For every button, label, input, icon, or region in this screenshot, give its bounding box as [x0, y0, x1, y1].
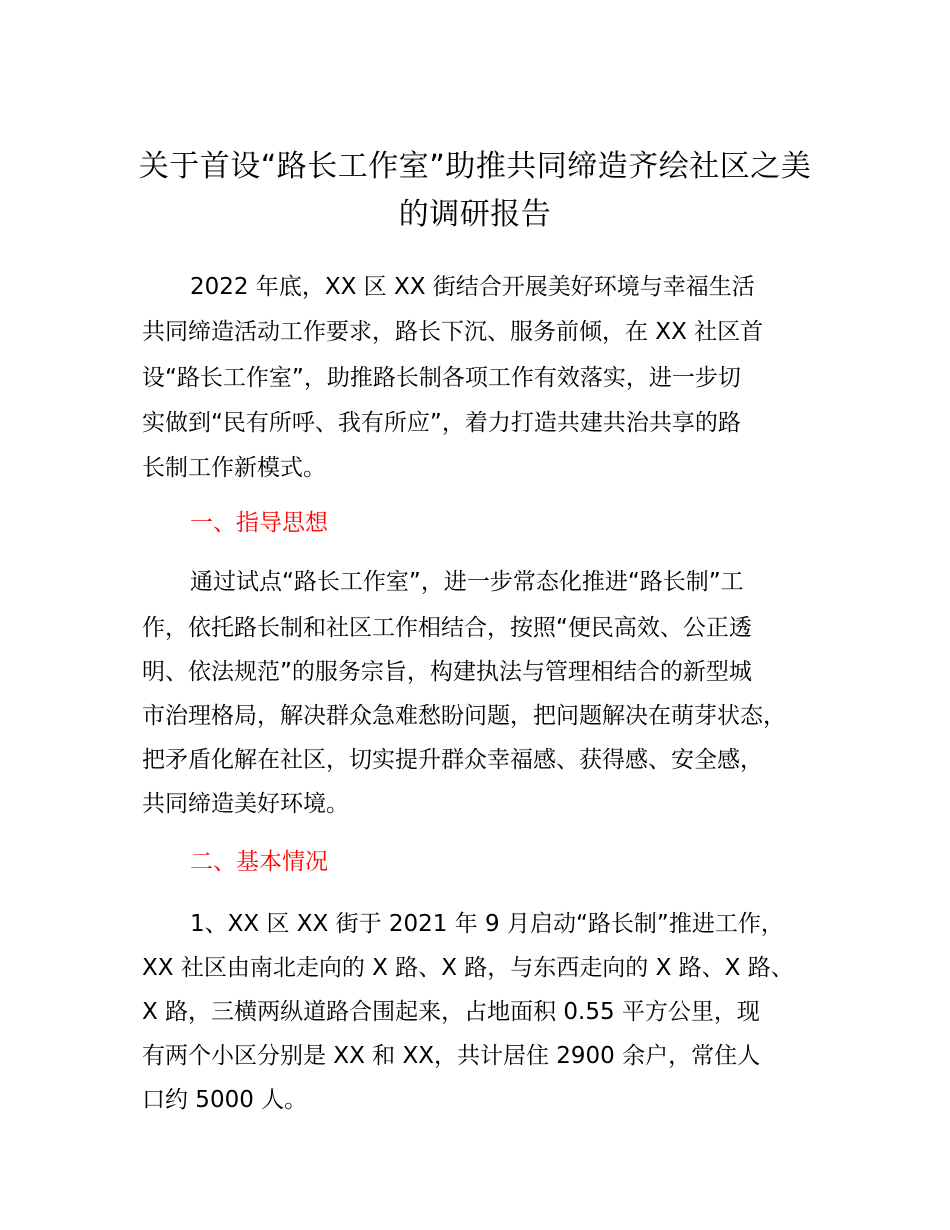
paragraph-line: XX 社区由南北走向的 X 路、X 路，与东西走向的 X 路、X 路、	[142, 955, 794, 981]
paragraph-line: 共同缔造活动工作要求，路长下沉、服务前倾，在 XX 社区首	[142, 319, 764, 345]
paragraph-line: 明、依法规范”的服务宗旨，构建执法与管理相结合的新型城	[142, 659, 752, 685]
paragraph-line: 通过试点“路长工作室”，进一步常态化推进“路长制”工	[190, 569, 744, 595]
paragraph-line: 2022 年底，XX 区 XX 街结合开展美好环境与幸福生活	[190, 274, 755, 300]
document-title: 关于首设“路长工作室”助推共同缔造齐绘社区之美的调研报告	[138, 149, 812, 232]
section-heading: 一、指导思想	[190, 510, 328, 536]
section-heading: 二、基本情况	[190, 849, 328, 875]
paragraph-line: 作，依托路长制和社区工作相结合，按照“便民高效、公正透	[142, 615, 752, 641]
paragraph-line: 长制工作新模式。	[142, 455, 326, 481]
paragraph-line: 市治理格局，解决群众急难愁盼问题，把问题解决在萌芽状态，	[142, 703, 786, 729]
paragraph-line: X 路，三横两纵道路合围起来，占地面积 0.55 平方公里，现	[142, 999, 760, 1025]
paragraph-line: 共同缔造美好环境。	[142, 791, 349, 817]
paragraph-line: 实做到“民有所呼、我有所应”，着力打造共建共治共享的路	[142, 410, 741, 436]
paragraph-line: 口约 5000 人。	[142, 1087, 308, 1113]
paragraph-line: 设“路长工作室”，助推路长制各项工作有效落实，进一步切	[142, 365, 741, 391]
paragraph-line: 1、XX 区 XX 街于 2021 年 9 月启动“路长制”推进工作，	[190, 911, 784, 937]
paragraph-line: 把矛盾化解在社区，切实提升群众幸福感、获得感、安全感，	[142, 747, 763, 773]
paragraph-line: 有两个小区分别是 XX 和 XX，共计居住 2900 余户，常住人	[142, 1043, 761, 1069]
